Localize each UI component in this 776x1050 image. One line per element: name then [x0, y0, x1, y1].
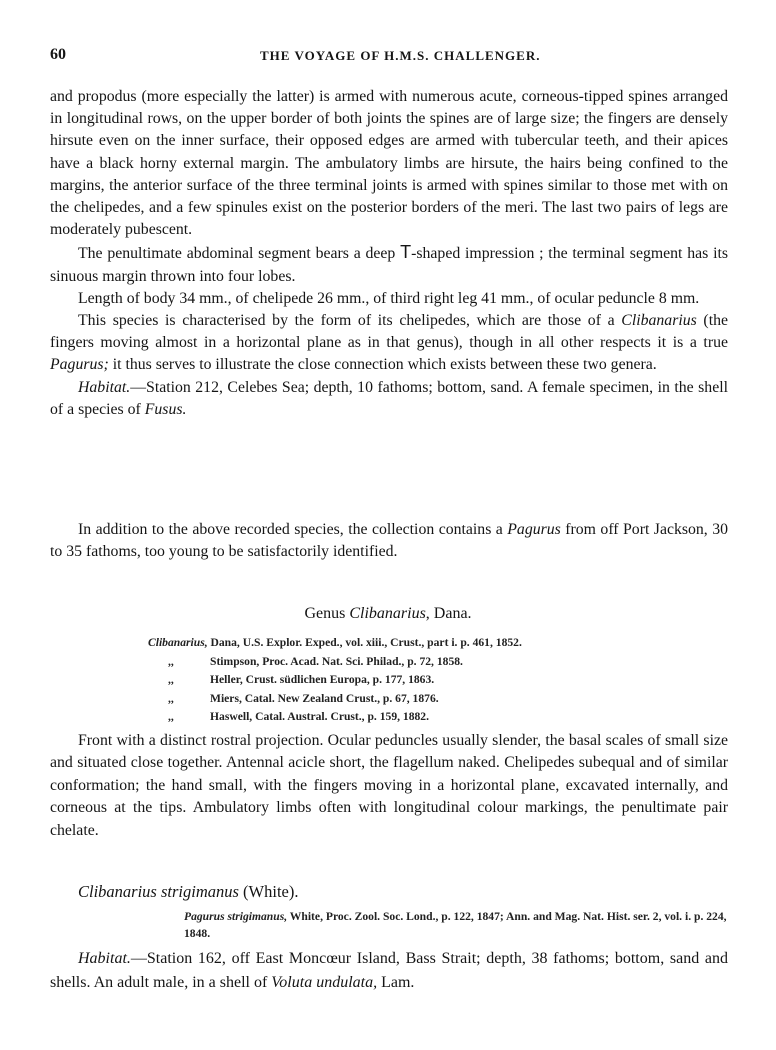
- species-heading: Clibanarius strigimanus (White).: [78, 882, 299, 901]
- description-continued: [50, 86, 728, 421]
- reference-row: ,, Haswell, Catal. Austral. Crust., p. 159, 1882.: [168, 710, 429, 724]
- page-number: 60: [50, 46, 66, 63]
- paragraph-morphology: and propodus (more especially the latter) is armed with numerous acute, corneous-tipped spines arranged in longitudinal rows, on the upper border of both joints the spines are of large size; the fingers are densely hirsute even on the inner surface, their opposed edges are armed with tubercular teeth, and their apices have a black horny external margin. The ambulatory limbs are hirsute, the hairs being confined to the margins, the anterior surface of the three terminal joints is armed with spines similar to those met with on the chelipedes, and a few spinules exist on the posterior borders of the meri. The last two pairs of legs are moderately pubescent.: [50, 88, 728, 239]
- species-synonymy: Pagurus strigimanus, White, Proc. Zool. Soc. Lond., p. 122, 1847; Ann. and Mag. Nat. Hist. ser. 2, vol. i. p. 224, 1848.: [184, 910, 727, 940]
- collection-note: In addition to the above recorded species, the collection contains a Pagurus from off Port Jackson, 30 to 35 fathoms, too young to be satisfactorily identified.: [50, 521, 729, 560]
- page-header: [50, 46, 730, 66]
- reference-row: ,, Heller, Crust. südlichen Europa, p. 177, 1863.: [168, 673, 435, 687]
- reference-row: ,, Miers, Catal. New Zealand Crust., p. 67, 1876.: [168, 691, 439, 705]
- reference-row: Clibanarius, Dana, U.S. Explor. Exped., vol. xiii., Crust., part i. p. 461, 1852.: [148, 636, 522, 649]
- genus-references: [148, 634, 522, 727]
- paragraph-affinities: This species is characterised by the form of its chelipedes, which are those of a Clibanarius (the fingers moving almost in a horizontal plane as in that genus), though in all other respects it is a true Pagurus; it thus serves to illustrate the close connection which exists between these two genera.: [50, 312, 728, 374]
- paragraph-abdomen: The penultimate abdominal segment bears a deep T-shaped impression ; the terminal segment has its sinuous margin thrown into four lobes.: [50, 242, 728, 285]
- genus-description: Front with a distinct rostral projection. Ocular peduncles usually slender, the basal scales of small size and situated close together. Antennal acicle short, the flagellum naked. Chelipedes subequal and of similar conformation; the hand small, with the fingers moving in a horizontal plane, excavated internally, and corneous at the tips. Ambulatory limbs often with longitudinal colour markings, the penultimate pair chelate.: [50, 732, 728, 839]
- running-title: THE VOYAGE OF H.M.S. CHALLENGER.: [260, 48, 541, 63]
- reference-row: ,, Stimpson, Proc. Acad. Nat. Sci. Philad., p. 72, 1858.: [168, 654, 463, 668]
- genus-heading: Genus Clibanarius, Dana.: [304, 605, 472, 622]
- paragraph-measurements: Length of body 34 mm., of chelipede 26 mm., of third right leg 41 mm., of ocular peduncle 8 mm.: [78, 289, 700, 307]
- species-habitat: Habitat.—Station 162, off East Moncœur Island, Bass Strait; depth, 38 fathoms; bottom, sand and shells. An adult male, in a shell of Voluta undulata, Lam.: [50, 950, 728, 991]
- paragraph-habitat: Habitat.—Station 212, Celebes Sea; depth, 10 fathoms; bottom, sand. A female specimen, in the shell of a species of Fusus.: [50, 378, 728, 418]
